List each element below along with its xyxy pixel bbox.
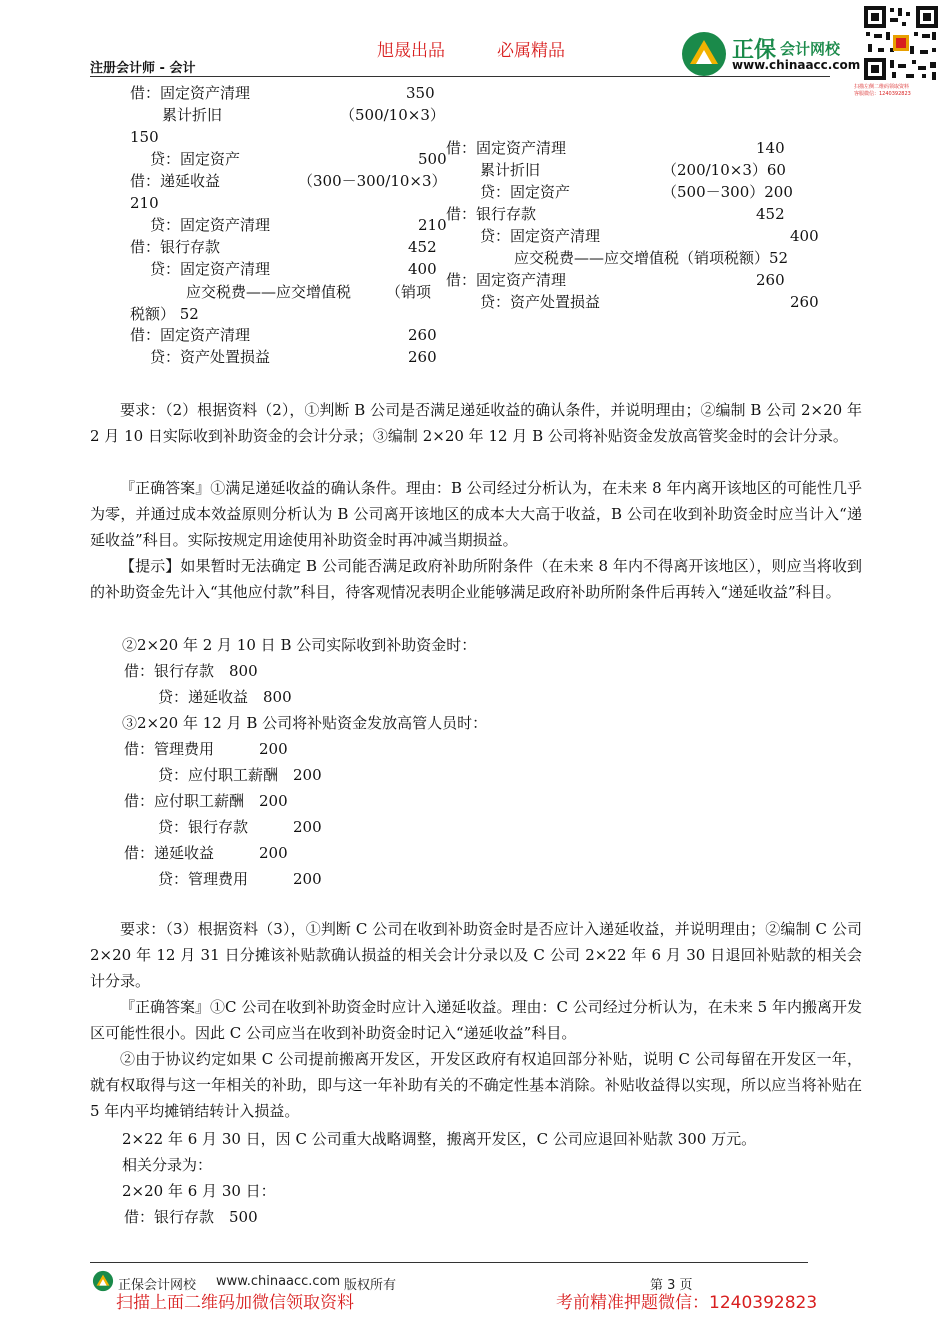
footer-rule (90, 1262, 808, 1263)
left-line: 累计折旧 (162, 106, 223, 124)
left-line: 452 (408, 238, 437, 256)
entry-line: ②2×20 年 2 月 10 日 B 公司实际收到补助资金时： (122, 636, 477, 654)
tail-line: 2×22 年 6 月 30 日，因 C 公司重大战略调整，搬离开发区，C 公司应退回补贴款 300 万元。 (122, 1130, 757, 1148)
footer-rights: 版权所有 (344, 1278, 397, 1293)
right-line: （500－300）200 (662, 183, 793, 201)
left-line: 借：银行存款 (130, 238, 221, 256)
left-line: 税额） 52 (130, 305, 199, 323)
left-line: 260 (408, 348, 437, 366)
answer-2 (90, 475, 862, 553)
tail-line: 相关分录为： (122, 1156, 213, 1174)
qr-caption-1: 扫描左侧二维码领取资料 (854, 84, 910, 90)
entry-line: 借：管理费用 200 (124, 740, 288, 758)
qr-code-icon[interactable] (862, 4, 940, 82)
left-line: 借：固定资产清理 (130, 84, 251, 102)
left-line: （销项 (386, 283, 432, 301)
left-line: 210 (130, 194, 159, 212)
answer-3-text: 『正确答案』①C 公司在收到补助资金时应计入递延收益。理由：C 公司经过分析认为，在未来 5 年内搬离开发区可能性很小。因此 C 公司应当在收到补助资金时记入“递延收益”科目。 (90, 998, 862, 1042)
right-line: 贷：固定资产 (480, 183, 571, 201)
footer-page-number: 第 3 页 (650, 1278, 693, 1293)
left-line: 贷：固定资产 (150, 150, 241, 168)
footer-promo-left: 扫描上面二维码加微信领取资料 (116, 1293, 354, 1313)
left-line: 贷：固定资产清理 (150, 260, 271, 278)
requirement-3 (90, 916, 862, 994)
right-line: 应交税费——应交增值税（销项税额）52 (514, 249, 789, 267)
tail-line: 借：银行存款 500 (124, 1208, 258, 1226)
right-line: 借：固定资产清理 (446, 139, 567, 157)
left-line: 260 (408, 326, 437, 344)
left-line: 400 (408, 260, 437, 278)
header-tagline-left: 旭晟出品 (377, 41, 445, 61)
left-line: 借：固定资产清理 (130, 326, 251, 344)
footer-url[interactable]: www.chinaacc.com (216, 1274, 341, 1289)
right-line: 140 (756, 139, 785, 157)
right-line: 借：银行存款 (446, 205, 537, 223)
left-line: 350 (406, 84, 435, 102)
header-course-title: 注册会计师 - 会计 (90, 61, 196, 76)
footer-logo-icon (92, 1270, 114, 1292)
left-line: （500/10×3） (340, 106, 445, 124)
right-line: 400 (790, 227, 819, 245)
entry-line: 借：递延收益 200 (124, 844, 288, 862)
header-tagline-right: 必属精品 (497, 41, 565, 61)
right-line: 贷：固定资产清理 (480, 227, 601, 245)
tail-line: 2×20 年 6 月 30 日： (122, 1182, 276, 1200)
left-line: 借：递延收益 (130, 172, 221, 190)
entry-line: 借：应付职工薪酬 200 (124, 792, 288, 810)
answer-2-text: 『正确答案』①满足递延收益的确认条件。理由：B 公司经过分析认为，在未来 8 年内离开该地区的可能性几乎为零，并通过成本效益原则分析认为 B 公司离开该地区的成本大大高于收益，B 公司在收到补助资金时应当计入“递延收益”科目。实际按规定用途使用补助资金时再冲减当期损益。 (90, 479, 862, 549)
entry-line: 贷：银行存款 200 (158, 818, 322, 836)
entry-line: 贷：递延收益 800 (158, 688, 292, 706)
answer-3-part2-text: ②由于协议约定如果 C 公司提前搬离开发区，开发区政府有权追回部分补贴，说明 C 公司每留在开发区一年，就有权取得与这一年相关的补助，即与这一年补助有关的不确定性基本消除。补贴收益得以实现，所以应当将补贴在 5 年内平均摊销结转计入损益。 (90, 1050, 862, 1120)
tip-2 (90, 553, 862, 605)
qr-caption-2: 客服微信：1240392823 (854, 91, 911, 97)
right-line: （200/10×3）60 (662, 161, 786, 179)
left-line: 贷：固定资产清理 (150, 216, 271, 234)
entry-line: 贷：应付职工薪酬 200 (158, 766, 322, 784)
answer-3 (90, 994, 862, 1046)
logo-url: www.chinaacc.com (732, 58, 861, 72)
left-line: 210 (418, 216, 447, 234)
requirement-3-text: 要求：（3）根据资料（3），①判断 C 公司在收到补助资金时是否应计入递延收益，并说明理由；②编制 C 公司 2×20 年 12 月 31 日分摊该补贴款确认损益的相关会计分录以及 C 公司 2×22 年 6 月 30 日退回补贴款的相关会计分录。 (90, 920, 862, 990)
logo-brand: 正保 (732, 38, 777, 63)
footer-brand: 正保会计网校 (118, 1278, 197, 1293)
left-line: 贷：资产处置损益 (150, 348, 271, 366)
logo-icon (680, 30, 728, 78)
left-line: （300－300/10×3） (298, 172, 447, 190)
left-line: 500 (418, 150, 447, 168)
footer-promo-right: 考前精准押题微信：1240392823 (556, 1293, 818, 1313)
left-line: 应交税费——应交增值税 (186, 283, 352, 301)
right-line: 260 (756, 271, 785, 289)
right-line: 452 (756, 205, 785, 223)
right-line: 贷：资产处置损益 (480, 293, 601, 311)
entry-line: ③2×20 年 12 月 B 公司将补贴资金发放高管人员时： (122, 714, 488, 732)
logo-subtitle: 会计网校 (780, 40, 841, 58)
tip-2-text: 【提示】如果暂时无法确定 B 公司能否满足政府补助所附条件（在未来 8 年内不得离开该地区），则应当将收到的补助资金先计入“其他应付款”科目，待客观情况表明企业能够满足政府补助所附条件后再转入“递延收益”科目。 (90, 557, 862, 601)
answer-3-part2 (90, 1046, 862, 1124)
right-line: 累计折旧 (480, 161, 541, 179)
requirement-2-text: 要求：（2）根据资料（2），①判断 B 公司是否满足递延收益的确认条件，并说明理由；②编制 B 公司 2×20 年 2 月 10 日实际收到补助资金的会计分录；③编制 2×20 年 12 月 B 公司将补贴资金发放高管奖金时的会计分录。 (90, 401, 862, 445)
entry-line: 贷：管理费用 200 (158, 870, 322, 888)
requirement-2 (90, 397, 862, 449)
right-line: 借：固定资产清理 (446, 271, 567, 289)
entry-line: 借：银行存款 800 (124, 662, 258, 680)
right-line: 260 (790, 293, 819, 311)
left-line: 150 (130, 128, 159, 146)
